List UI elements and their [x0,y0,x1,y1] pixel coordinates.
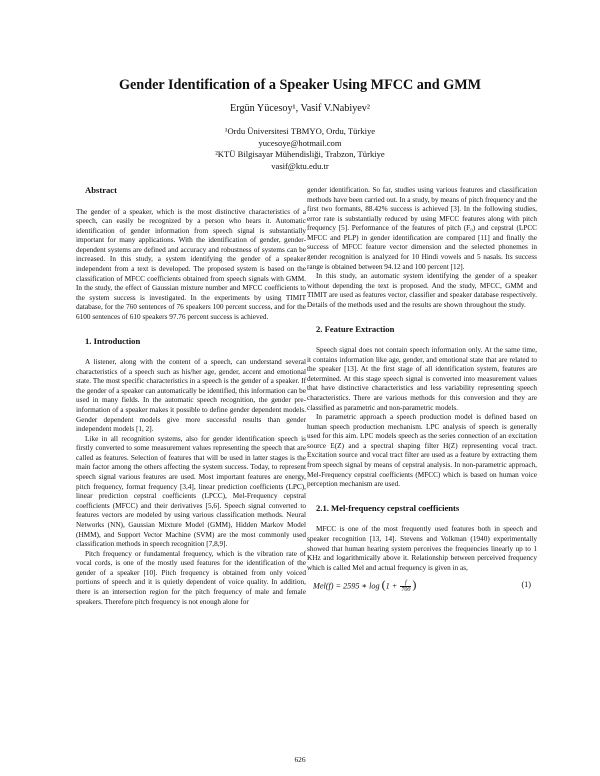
introduction-heading: 1. Introduction [85,335,141,346]
page-number: 626 [294,755,306,764]
intro-paragraph-1: A listener, along with the content of a speech, can understand several characteristics of a speech such as his/her age, gender, accent and emotional state. The most specific characteristics in a speech is the gender of a speaker. If the gender of a speaker can automatically be identified, this information can be used in many fields. In the automatic speech recognition, the gender pre-information of a speaker makes it possible to define gender dependent models. Gender dependent models give more successful results than gender independent models [1, 2]. [76,358,306,434]
email-1: yucesoye@hotmail.com [258,137,342,148]
study-paragraph: In this study, an automatic system identifying the gender of a speaker without depending the text is proposed. And the study, MFCC, GMM and TIMIT are used as features vector, classifier and speaker database respectively. Details of the methods used and the results are shown throughout the study. [307,272,537,309]
email-2: vasif@ktu.edu.tr [271,160,329,171]
right-column [307,186,537,599]
equation-denominator: 700 [401,587,411,594]
intro-continuation: gender identification. So far, studies using various features and classification methods have been carried out. In a study, by means of pitch frequency and the first two formants, 88.42% success is achieved [3]. In the following studies, error rate is substantially reduced by using MFCC features along with pitch frequency [5]. Performance of the features of pitch (F₀) and cepstral (LPCC MFCC and PLP) in gender identification are compared [11] and finally the success of MFCC feature vector dimension and the selected phonemes in gender recognition is analyzed for 10 Hindi vowels and 5 nasals. Its success range is obtained between 94.12 and 100 percent [12]. [307,186,537,271]
equation-one-plus: 1 + [385,581,398,591]
mfcc-heading: 2.1. Mel-frequency cepstral coefficients [316,502,460,513]
abstract-heading: Abstract [85,185,117,195]
feature-paragraph-2: In parametric approach a speech production model is defined based on human speech production mechanism. LPC analysis of speech is generally used for this aim. LPC models speech as the series connection of an excitation source E(Z) and a spectral shaping filter H(Z) representing vocal tract. Excitation source and vocal tract filter are used as a feature by extracting them from speech signal by means of cepstral analysis. In non-parametric approach, Mel-Frequency cepstral coefficients (MFCC) which is based on human voice perception mechanism are used. [307,413,537,489]
affiliation-2: ²KTÜ Bilgisayar Mühendisliği, Trabzon, Türkiye [215,149,385,160]
equation-lhs: Mel(f) = 2595 ∗ log [313,581,380,591]
equation-formula: Mel(f) = 2595 ∗ log (1 + $\frac{f}{700}$ ) [313,577,417,594]
abstract-text: The gender of a speaker, which is the most distinctive characteristics of a speech, can easily be recognized by a person who hears it. Automatic identification of gender information from speech signal is substantially important for many applications. With the identification of gender, gender-dependent systems are defined and accuracy and robustness of systems can be increased. In this study, a system identifying the gender of a speaker independent from a text is developed. The proposed system is based on the classification of MFCC coefficients obtained from speech signals with GMM. In the study, the effect of Gaussian mixture number and MFCC coefficients to the system success is investigated. In the experiments by using TIMIT database, for the 760 sentences of 76 speakers 100 percent success, and for the 6100 sentences of 610 speakers 97.76 percent success is achieved. [76,207,306,321]
intro-paragraph-3: Pitch frequency or fundamental frequency, which is the vibration rate of vocal cords, is one of the mostly used features for the identification of the gender of a speaker [10]. Pitch frequency is obtained from only voiced portions of speech and it is quietly dependent of voice quality. In addition, there is an intersection region for the pitch frequency of male and female speakers. Therefore pitch frequency is not enough alone for [76,549,306,606]
equation-fraction [400,580,411,593]
paper-title: Gender Identification of a Speaker Using MFCC and GMM [118,77,482,93]
mfcc-paragraph: MFCC is one of the most frequently used features both in speech and speaker recognition [13, 14]. Stevens and Volkman (1940) experimentally showed that human hearing system perceives the frequencies linearly up to 1 KHz and logarithmically above it. Relationship between perceived frequency which is called Mel and actual frequency is given in as, [307,525,537,572]
left-column [76,186,306,607]
paper-authors: Ergün Yücesoy¹, Vasif V.Nabiyev² [230,103,370,114]
equation-number: (1) [521,580,531,590]
mel-equation [307,573,537,599]
affiliations [0,126,600,172]
intro-paragraph-2: Like in all recognition systems, also for gender identification speech is firstly converted to some measurement values representing the speech that are called as features. Selection of features that will be used in latter stages is the main factor among the others affecting the system success. Today, to represent speech signal various features are used. Most important features are energy, pitch frequency, format frequency [3,4], linear prediction coefficients (LPC), linear prediction cepstral coefficients (LPCC), Mel-Frequency cepstral coefficients (MFCC) and their derivatives [5,6]. Speech signal converted to features vectors are modeled by using various classification methods. Neural Networks (NN), Gaussian Mixture Model (GMM), Hidden Markov Model (HMM), and Support Vector Machine (SVM) are the most commonly used classification methods in speech recognition [7,8,9]. [76,434,306,549]
feature-extraction-heading: 2. Feature Extraction [316,323,395,334]
feature-paragraph-1: Speech signal does not contain speech information only. At the same time, it contains information like age, gender, and emotional state that are related to the speaker [13]. At the first stage of all identification system, features are determined. At this stage speech signal is converted into measurement values that have distinctive characteristics and less variability representing speech characteristics. There are various methods for this conversion and they are classified as parametric and non-parametric models. [307,346,537,412]
equation-numerator: f [400,580,411,587]
affiliation-1: ¹Ordu Üniversitesi TBMYO, Ordu, Türkiye [224,126,376,136]
